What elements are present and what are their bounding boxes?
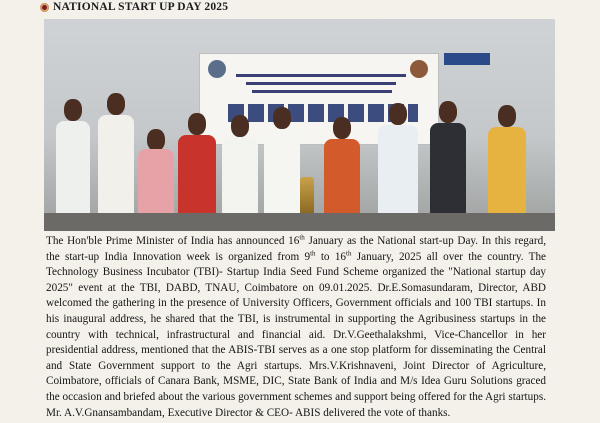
person: [96, 93, 136, 231]
person: [54, 99, 92, 231]
oil-lamp: [300, 177, 314, 213]
startup-india-logo-icon: [444, 53, 490, 65]
section-heading: [40, 1, 228, 13]
university-logo-icon: [208, 60, 226, 78]
person: [376, 103, 420, 231]
person: [428, 101, 468, 231]
bullet-icon: [40, 3, 49, 12]
heading-title: NATIONAL START UP DAY 2025: [53, 1, 229, 13]
startup-logo-icon: [410, 60, 428, 78]
article-body: The Hon'ble Prime Minister of India has announced 16th January as the National start-up Day. In this regard, the start-up India Innovation week is organized from 9th to 16th January, 2025 all over the country. The Technology Business Incubator (TBI)- Startup India Seed Fund Scheme organized the "National startup day 2025" event at the TBI, DABD, TNAU, Coimbatore on 09.01.2025. Dr.E.Somasundaram, Director, ABD welcomed the gathering in the presence of University Officers, Government officials and 100 TBI startups. In his inaugural address, he shared that the TBI, is instrumental in supporting the Agribusiness startups in the country with technical, infrastructural and financial aid. Dr.V.Geethalakshmi, Vice-Chancellor in her presidential address, mentioned that the ABIS-TBI serves as a one stop platform for disseminating the Central and State Government support to the Agri startups. Mrs.V.Krishnaveni, Joint Director of Agriculture, Coimbatore, officials of Canara Bank, MSME, DIC, State Bank of India and M/s Idea Guru Solutions graced the occasion and briefed about the various government schemes and support being offered for the Agri startups. Mr. A.V.Gnansambandam, Executive Director & CEO- ABIS delivered the vote of thanks.: [46, 233, 547, 419]
event-group-photo: [44, 19, 555, 231]
dais-table: [44, 213, 555, 231]
